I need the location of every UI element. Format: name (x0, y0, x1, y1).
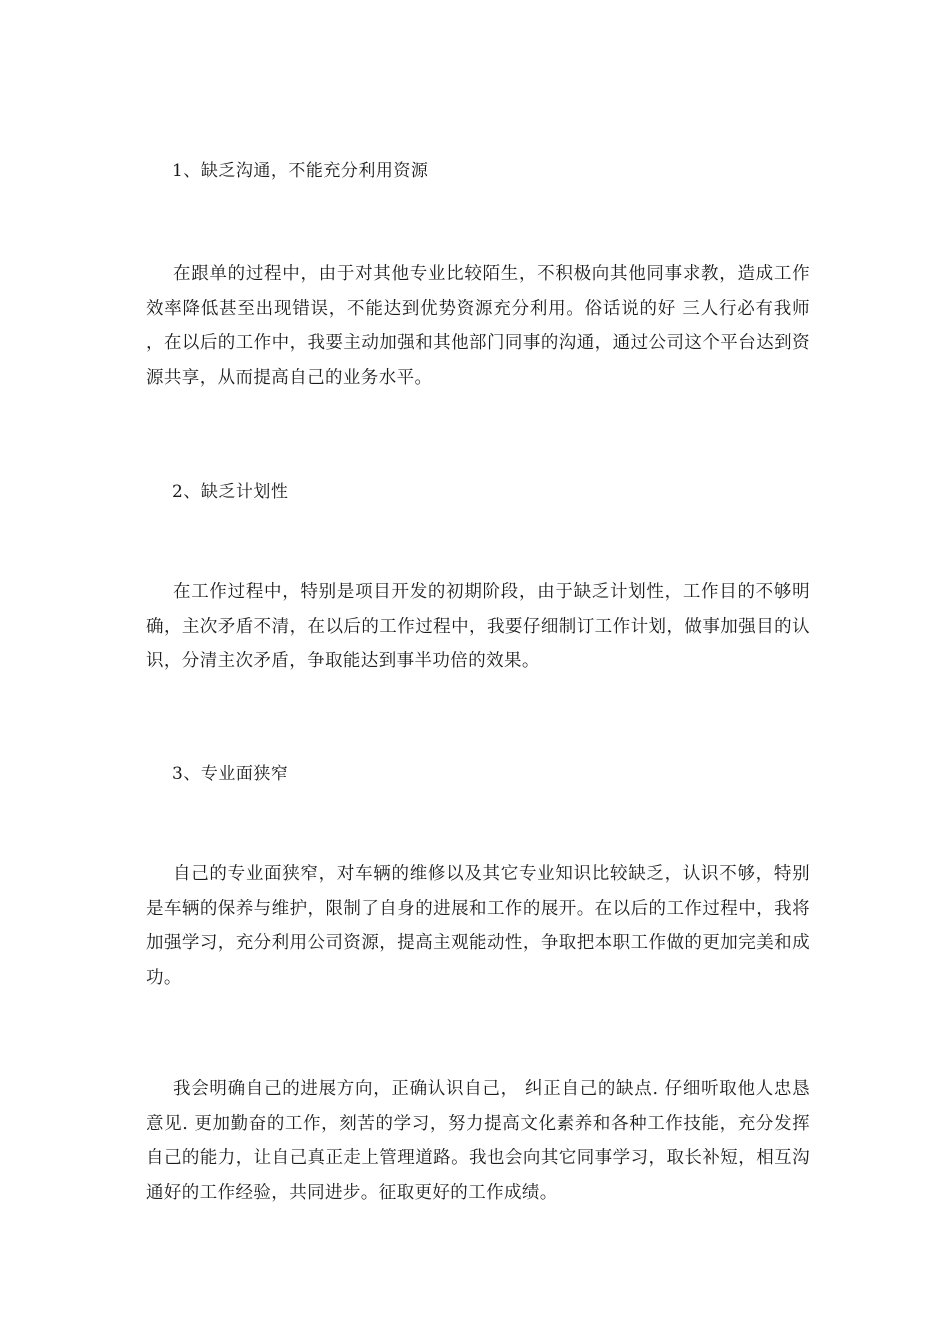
section-heading-1: 1、缺乏沟通，不能充分利用资源 (172, 161, 429, 181)
section-paragraph-2: 在工作过程中，特别是项目开发的初期阶段，由于缺乏计划性，工作目的不够明确，主次矛盾不清，在以后的工作过程中，我要仔细制订工作计划，做事加强目的认识，分清主次矛盾，争取能达到事半功倍的效果。 (146, 582, 810, 671)
section-heading-3: 3、专业面狭窄 (172, 764, 289, 784)
closing-paragraph: 我会明确自己的进展方向，正确认识自己， 纠正自己的缺点. 仔细听取他人忠恳意见. 更加勤奋的工作，刻苦的学习，努力提高文化素养和各种工作技能，充分发挥自己的能力，让自己真正走上管理道路。我也会向其它同事学习，取长补短，相互沟通好的工作经验，共同进步。征取更好的工作成绩。 (146, 1079, 810, 1203)
section-heading-2: 2、缺乏计划性 (172, 482, 289, 502)
section-paragraph-3: 自己的专业面狭窄，对车辆的维修以及其它专业知识比较缺乏，认识不够，特别是车辆的保养与维护，限制了自身的进展和工作的展开。在以后的工作过程中，我将加强学习，充分利用公司资源，提高主观能动性，争取把本职工作做的更加完美和成功。 (146, 864, 810, 988)
section-paragraph-1: 在跟单的过程中，由于对其他专业比较陌生，不积极向其他同事求教，造成工作效率降低甚至出现错误，不能达到优势资源充分利用。俗话说的好 三人行必有我师 ，在以后的工作中，我要主动加强和其他部门同事的沟通，通过公司这个平台达到资源共享，从而提高自己的业务水平。 (146, 264, 810, 388)
